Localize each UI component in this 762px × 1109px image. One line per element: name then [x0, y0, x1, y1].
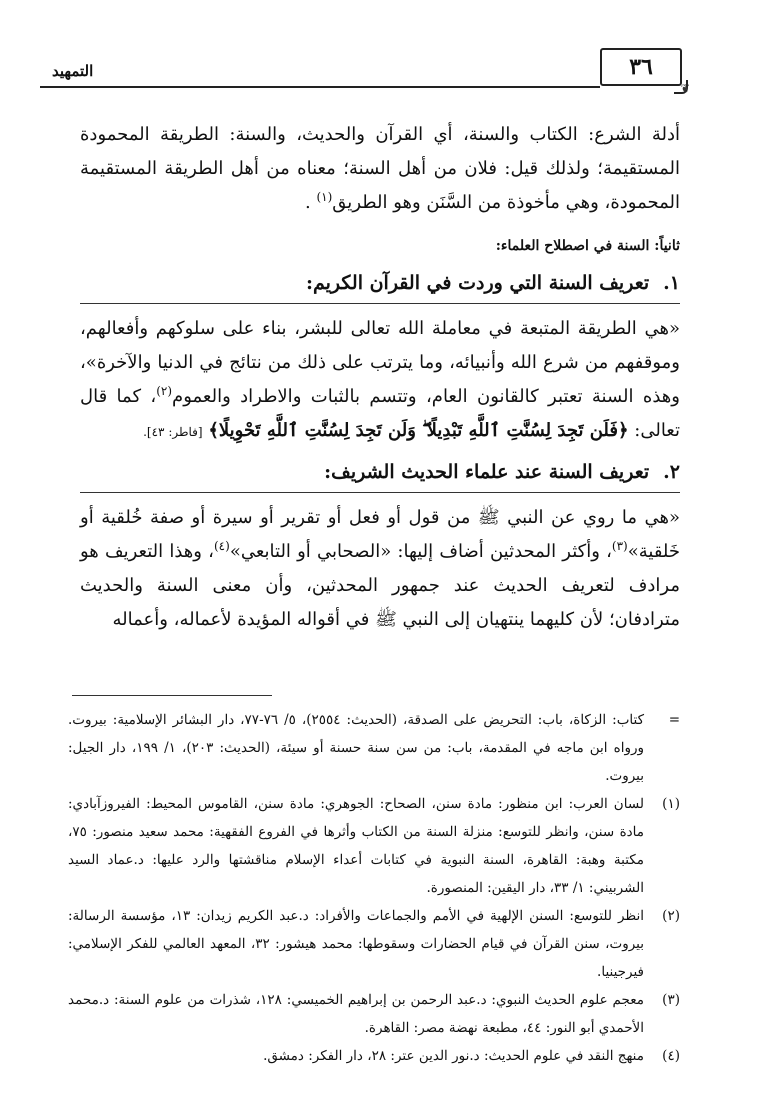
footnote-separator [72, 695, 272, 696]
header-rule [40, 86, 600, 88]
footnote-item [68, 1042, 680, 1070]
quran-verse: ﴿فَلَن تَجِدَ لِسُنَّتِ ٱللَّهِ تَبْدِيلًا ۖ وَلَن تَجِدَ لِسُنَّتِ ٱللَّهِ تَحْوِيلًا﴾ [208, 420, 629, 441]
quran-reference: [فاطر: ٤٣]. [143, 425, 203, 439]
paragraph-2 [80, 312, 680, 449]
page-header [40, 48, 720, 95]
footnote-text: معجم علوم الحديث النبوي: د.عبد الرحمن بن إبراهيم الخميسي: ١٢٨، شذرات من علوم السنة: د.محمد الأحمدي أبو النور: ٤٤، مطبعة نهضة مصر: القاهرة. [68, 992, 644, 1036]
subheading-1 [80, 268, 680, 298]
footnote-number: (٣) [662, 992, 680, 1008]
footnote-number: (٤) [662, 1048, 680, 1064]
paragraph-2-text-a: «هي الطريقة المتبعة في معاملة الله تعالى للبشر، بناء على سلوكهم وأفعالهم، وموقفهم من شرع الله وأنبيائه، وما يترتب على ذلك من نتائج في الدنيا والآخرة»، وهذه السنة تعتبر كالقانون العام، وتتسم بالثبات والاطراد والعموم [80, 318, 680, 407]
footnotes [68, 706, 680, 1070]
footnote-number: = [668, 712, 680, 728]
paragraph-3-text-c: ، وهذا التعريف هو مرادف لتعريف الحديث عند جمهور المحدثين، وأن معنى السنة والحديث مترادفان؛ لأن كليهما ينتهيان إلى النبي ﷺ في أقواله المؤيدة لأعماله، وأعماله [80, 541, 680, 630]
footnote-number: (٢) [662, 908, 680, 924]
paragraph-1-end: . [305, 192, 311, 213]
footnote-ref-1: (١) [316, 190, 333, 204]
subheading-2-number: ٢. [663, 461, 680, 483]
subheading-1-number: ١. [663, 272, 680, 294]
subheading-2-title: تعريف السنة عند علماء الحديث الشريف: [324, 461, 650, 483]
footnote-text: انظر للتوسع: السنن الإلهية في الأمم والجماعات والأفراد: د.عبد الكريم زيدان: ١٣، مؤسسة الرسالة: بيروت، سنن القرآن في قيام الحضارات وسقوطها: محمد هيشور: ٣٢، المعهد العالمي للفكر الإسلامي: فيرجينيا. [68, 908, 644, 980]
main-text [80, 118, 680, 645]
ornament-icon: ❦ [680, 82, 690, 95]
paragraph-3-text-b: ، وأكثر المحدثين أضاف إليها: «الصحابي أو التابعي» [229, 541, 612, 562]
footnote-text: لسان العرب: ابن منظور: مادة سنن، الصحاح: الجوهري: مادة سنن، القاموس المحيط: الفيروزآبادي: مادة سنن، وانظر للتوسع: منزلة السنة من الكتاب وأثرها في الفروع الفقهية: محمد سعيد منصور: ٧٥، مكتبة وهبة: القاهرة، السنة النبوية في كتابات أعداء الإسلام مناقشتها والرد عليها: د.عماد السيد الشربيني: ١/ ٣٣، دار اليقين: المنصورة. [68, 796, 644, 896]
page-number-box [600, 48, 682, 86]
footnote-item [68, 902, 680, 986]
subheading-1-title: تعريف السنة التي وردت في القرآن الكريم: [305, 272, 650, 294]
footnote-ref-3: (٣) [611, 539, 628, 553]
footnote-ref-4: (٤) [213, 539, 230, 553]
subheading-2-underline [80, 492, 680, 493]
section-heading: ثانياً: السنة في اصطلاح العلماء: [495, 238, 680, 254]
paragraph-1-text: أدلة الشرع: الكتاب والسنة، أي القرآن والحديث، والسنة: الطريقة المحمودة المستقيمة؛ ولذلك قيل: فلان من أهل السنة؛ معناه من أهل الطريقة المستقيمة المحمودة، وهي مأخوذة من السَّنَن وهو الطريق [80, 124, 680, 213]
footnote-ref-2: (٢) [156, 384, 173, 398]
footnote-text: كتاب: الزكاة، باب: التحريض على الصدقة، (الحديث: ٢٥٥٤)، ٥/ ٧٦-٧٧، دار البشائر الإسلامية: بيروت. ورواه ابن ماجه في المقدمة، باب: من سن سنة حسنة أو سيئة، (الحديث: ٢٠٣)، ١/ ١٩٩، دار الجيل: بيروت. [68, 712, 645, 784]
footnote-item [68, 790, 680, 902]
page-number: ٣٦ [629, 54, 653, 80]
paragraph-2-text-b: ، كما قال تعالى: [80, 386, 680, 441]
subheading-2 [80, 457, 680, 487]
paragraph-3 [80, 501, 680, 637]
paragraph-3-text-a: «هي ما روي عن النبي ﷺ من قول أو فعل أو تقرير أو سيرة أو صفة خُلقية أو خَلقية» [80, 507, 681, 562]
footnote-item [68, 706, 680, 790]
paragraph-1 [80, 118, 680, 220]
footnote-number: (١) [662, 796, 680, 812]
chapter-title: التمهيد [52, 62, 94, 80]
subheading-1-underline [80, 303, 680, 304]
footnote-text: منهج النقد في علوم الحديث: د.نور الدين عتر: ٢٨، دار الفكر: دمشق. [263, 1048, 644, 1064]
footnote-item [68, 986, 680, 1042]
